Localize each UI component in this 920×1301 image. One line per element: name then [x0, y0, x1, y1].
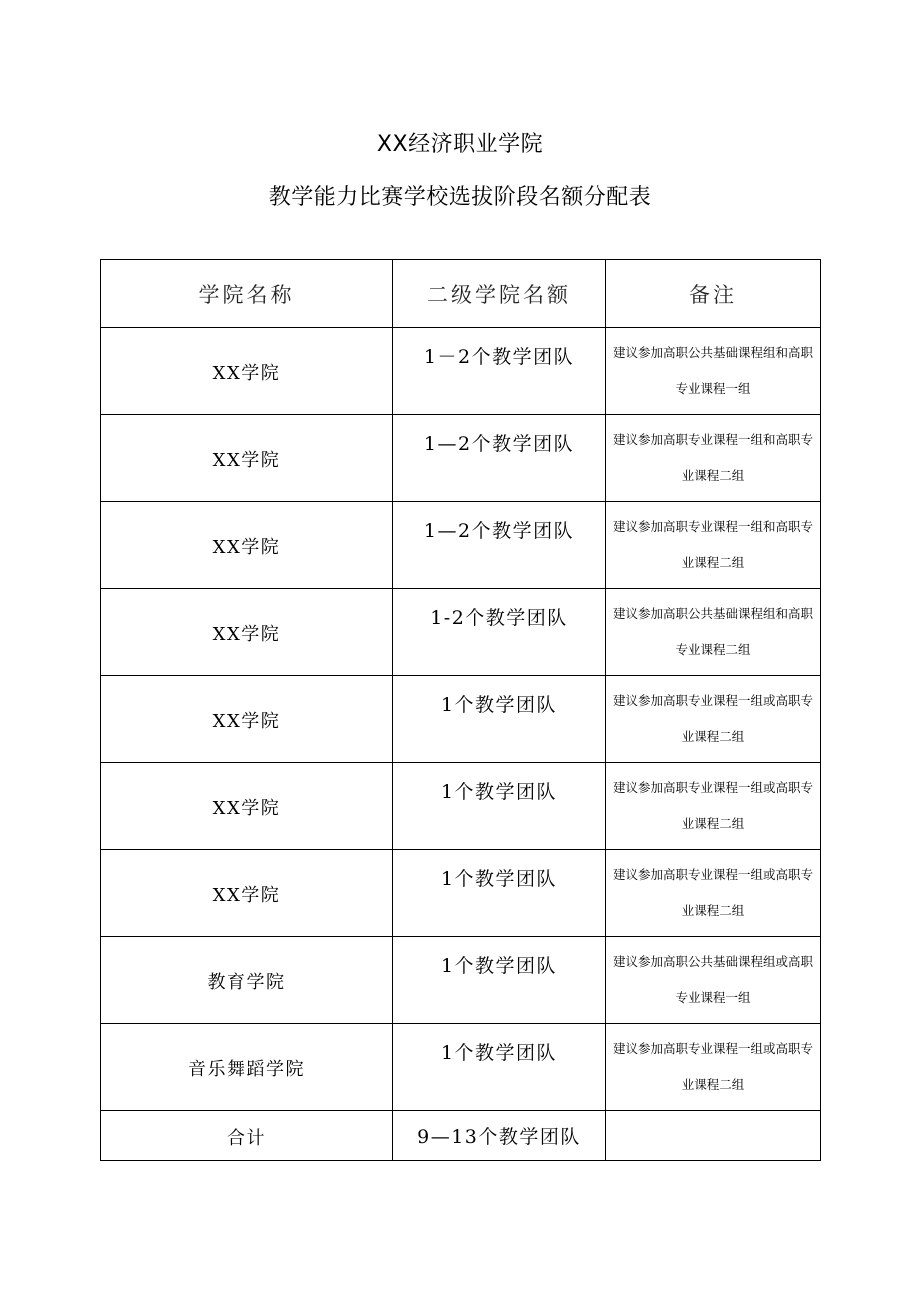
quota-cell: 1个教学团队	[393, 1024, 606, 1111]
document-subtitle: 教学能力比赛学校选拔阶段名额分配表	[268, 185, 652, 210]
remark-cell: 建议参加高职公共基础课程组和高职专业课程一组	[606, 328, 821, 415]
college-name-cell: XX学院	[101, 415, 393, 502]
table-row	[101, 763, 821, 850]
college-name-cell: 教育学院	[101, 937, 393, 1024]
remark-cell: 建议参加高职专业课程一组或高职专业课程二组	[606, 763, 821, 850]
table-total-row	[101, 1111, 821, 1161]
college-name-cell: 音乐舞蹈学院	[101, 1024, 393, 1111]
table-row	[101, 1024, 821, 1111]
table-row	[101, 415, 821, 502]
college-name-cell: XX学院	[101, 676, 393, 763]
college-name-cell: XX学院	[101, 763, 393, 850]
table-row	[101, 328, 821, 415]
header-quota: 二级学院名额	[393, 260, 606, 328]
quota-cell: 1—2个教学团队	[393, 502, 606, 589]
college-name-cell: XX学院	[101, 850, 393, 937]
table-row	[101, 937, 821, 1024]
total-label-cell: 合计	[101, 1111, 393, 1161]
remark-cell: 建议参加高职公共基础课程组或高职专业课程一组	[606, 937, 821, 1024]
quota-cell: 1个教学团队	[393, 850, 606, 937]
remark-cell: 建议参加高职公共基础课程组和高职专业课程二组	[606, 589, 821, 676]
remark-cell: 建议参加高职专业课程一组和高职专业课程二组	[606, 415, 821, 502]
total-remark-cell	[606, 1111, 821, 1161]
header-college-name: 学院名称	[101, 260, 393, 328]
college-name-cell: XX学院	[101, 328, 393, 415]
table-row	[101, 676, 821, 763]
document-title: XX经济职业学院	[376, 132, 544, 157]
table-row	[101, 850, 821, 937]
table-row	[101, 589, 821, 676]
header-remarks: 备注	[606, 260, 821, 328]
remark-cell: 建议参加高职专业课程一组和高职专业课程二组	[606, 502, 821, 589]
remark-cell: 建议参加高职专业课程一组或高职专业课程二组	[606, 1024, 821, 1111]
table-row	[101, 502, 821, 589]
quota-cell: 1—2个教学团队	[393, 415, 606, 502]
table-header-row	[101, 260, 821, 328]
college-name-cell: XX学院	[101, 589, 393, 676]
quota-cell: 1个教学团队	[393, 937, 606, 1024]
quota-cell: 1－2个教学团队	[393, 328, 606, 415]
quota-cell: 1个教学团队	[393, 763, 606, 850]
total-quota-cell: 9—13个教学团队	[393, 1111, 606, 1161]
remark-cell: 建议参加高职专业课程一组或高职专业课程二组	[606, 676, 821, 763]
remark-cell: 建议参加高职专业课程一组或高职专业课程二组	[606, 850, 821, 937]
college-name-cell: XX学院	[101, 502, 393, 589]
quota-allocation-table	[100, 259, 821, 1161]
quota-cell: 1-2个教学团队	[393, 589, 606, 676]
quota-cell: 1个教学团队	[393, 676, 606, 763]
